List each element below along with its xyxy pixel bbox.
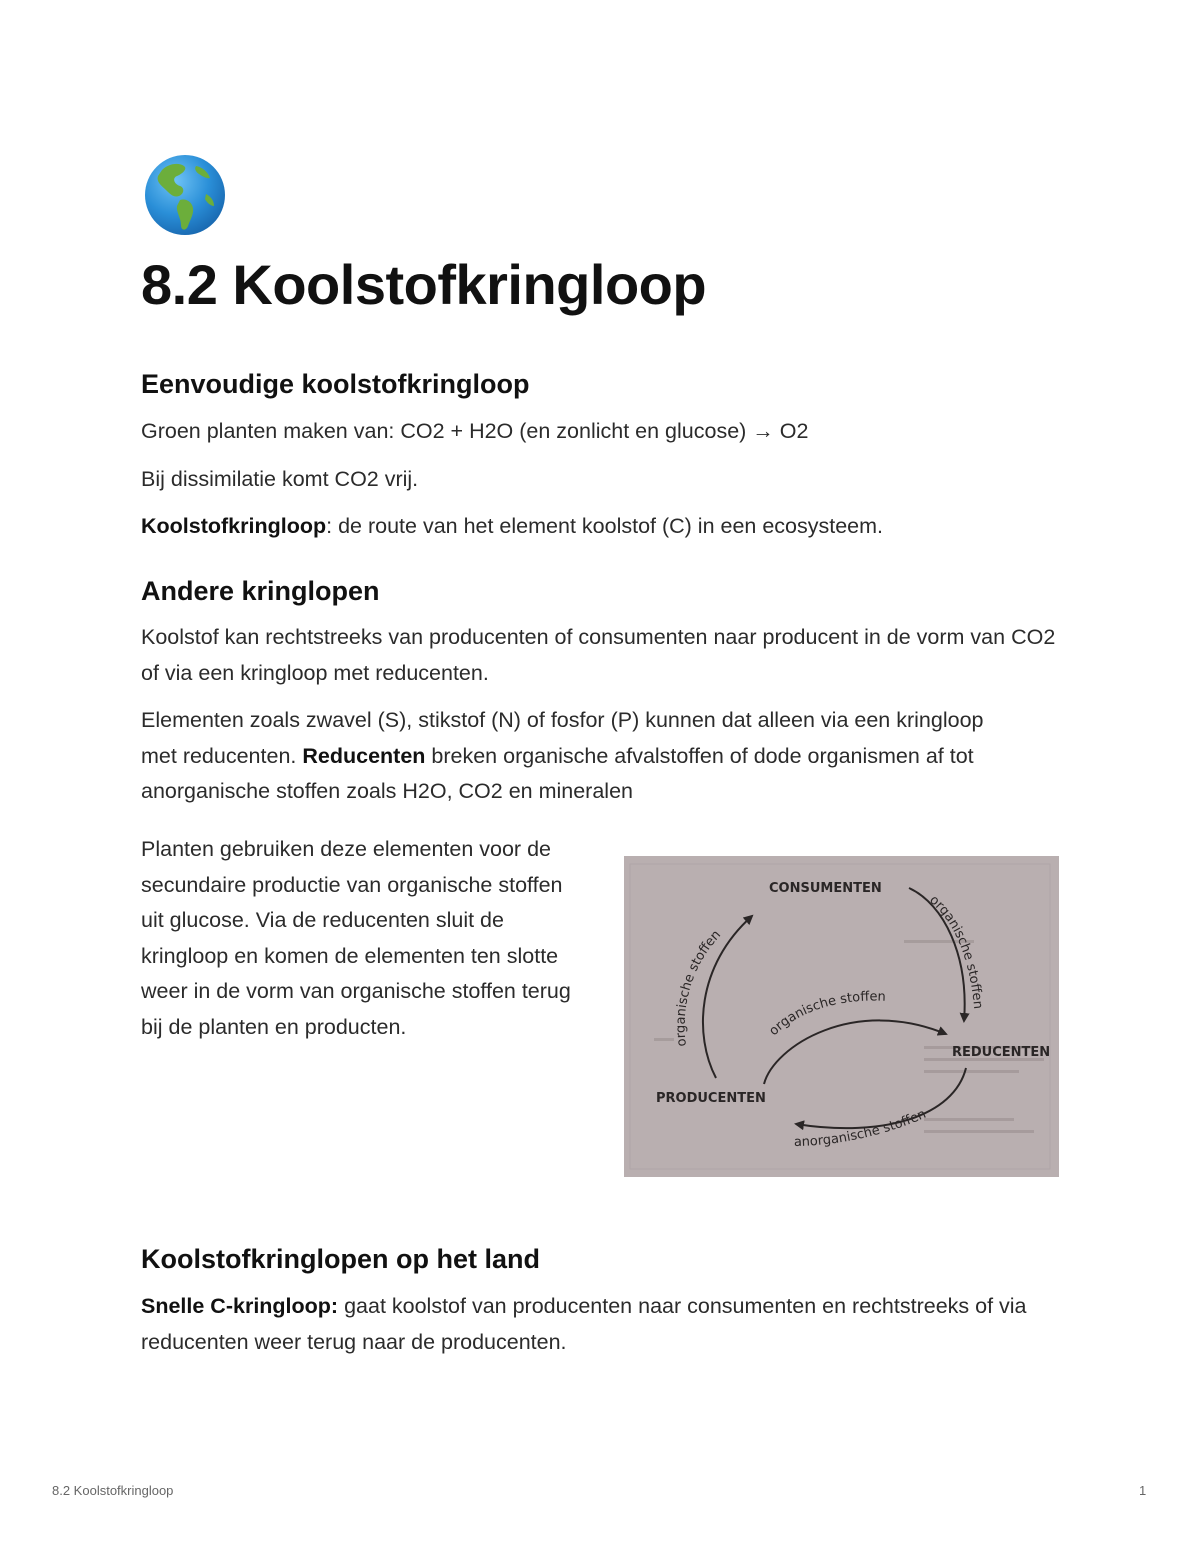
diagram-node-reducenten: REDUCENTEN (952, 1045, 1051, 1060)
paragraph-fast-cycle (141, 1289, 1061, 1360)
diagram-label-left-text: organische stoffen (673, 927, 725, 1048)
heading-land-cycles: Koolstofkringlopen op het land (141, 1244, 540, 1274)
paragraph-plants: Planten gebruiken deze elementen voor de secundaire productie van organische stoffen uit glucose. Via de reducenten sluit de kringloop en komen de elementen ten slotte weer in de vorm van organische stoffen terug bij de planten en producten. (141, 837, 571, 1039)
heading-simple-cycle: Eenvoudige koolstofkringloop (141, 369, 530, 399)
diagram-label-middle-text: organische stoffen (766, 989, 887, 1039)
heading-other-cycles: Andere kringlopen (141, 576, 380, 606)
diagram-node-consumenten: CONSUMENTEN (769, 881, 882, 896)
paragraph-dissimilation: Bij dissimilatie komt CO2 vrij. (141, 467, 419, 491)
reducers-text-end: breken organische afvalstoffen of dode organismen af tot anorganische stoffen zoals H2O, CO2 en mineralen (141, 743, 974, 803)
term-reducenten: Reducenten (302, 743, 426, 768)
definition-text: : de route van het element koolstof (C) in een ecosysteem. (326, 514, 884, 538)
carbon-cycle-diagram (624, 856, 1059, 1177)
footer-page-number: 1 (1139, 1483, 1147, 1498)
paragraph-definition (141, 509, 883, 545)
page-title: 8.2 Koolstofkringloop (141, 253, 707, 316)
paragraph-photosynthesis: Groen planten maken van: CO2 + H2O (en zonlicht en glucose) → O2 (141, 419, 809, 443)
globe-americas-icon (144, 154, 226, 236)
fast-cycle-text: gaat koolstof van producenten naar consumenten en rechtstreeks of via reducenten weer terug naar de producenten. (141, 1294, 1027, 1354)
diagram-label-right-text: organische stoffen (926, 892, 986, 1010)
term-koolstofkringloop: Koolstofkringloop (141, 514, 327, 538)
paragraph-carbon-routes: Koolstof kan rechtstreeks van producenten of consumenten naar producent in de vorm van CO2 of via een kringloop met reducenten. (141, 625, 1056, 685)
diagram-node-producenten: PRODUCENTEN (656, 1091, 766, 1106)
paragraph-reducers (141, 703, 1001, 810)
reducers-text-start: Elementen zoals zwavel (S), stikstof (N) of fosfor (P) kunnen dat alleen via een kringloop met reducenten. (141, 708, 984, 768)
footer-title: 8.2 Koolstofkringloop (52, 1483, 174, 1498)
diagram-label-bottom-text: anorganische stoffen (793, 1106, 929, 1151)
term-snelle-c-kringloop: Snelle C-kringloop: (141, 1294, 339, 1318)
